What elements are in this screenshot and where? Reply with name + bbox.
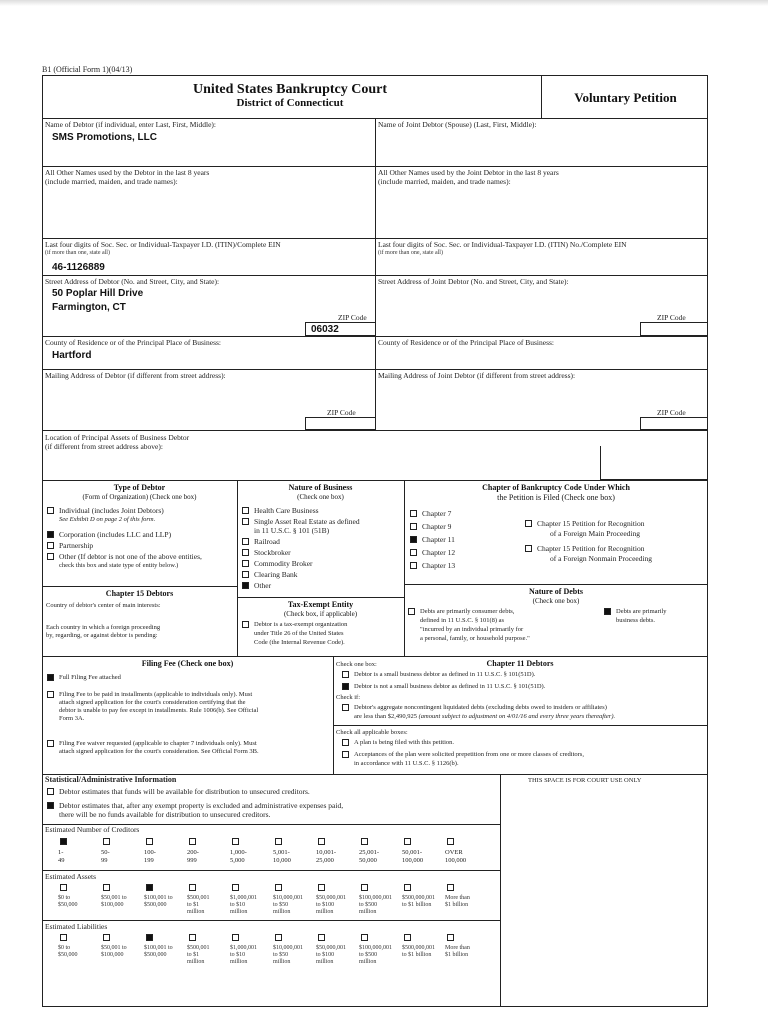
assets-range-b: to $50 [273, 902, 289, 908]
assets-range-b: to $500 [359, 902, 378, 908]
assets-range-a: $100,001 to [144, 895, 173, 901]
business-debts-l2: business debts. [616, 617, 655, 624]
consumer-debts-checkbox[interactable] [408, 608, 415, 615]
tax-exempt-line2: under Title 26 of the United States [254, 630, 344, 637]
liabilities-checkbox[interactable] [189, 934, 196, 941]
liabilities-range-a: $1,000,001 [230, 945, 257, 951]
liabilities-range-b: to $100 [316, 952, 335, 958]
creditors-range-a: OVER [445, 849, 463, 856]
type-debtor-checkbox[interactable] [47, 507, 54, 514]
assets-checkbox[interactable] [361, 884, 368, 891]
creditors-checkbox[interactable] [361, 838, 368, 845]
chapter-title: Chapter of Bankruptcy Code Under Which [482, 483, 630, 492]
petition-title: Voluntary Petition [574, 90, 677, 105]
assets-range-a: $0 to [58, 895, 71, 901]
creditors-range-b: 199 [144, 857, 154, 864]
assets-range-a: $10,000,001 [273, 895, 303, 901]
creditors-checkbox[interactable] [103, 838, 110, 845]
liabilities-range-a: $100,001 to [144, 945, 173, 951]
ch15-debtors-line1: Country of debtor's center of main interests: [46, 602, 161, 609]
assets-checkbox[interactable] [447, 884, 454, 891]
assets-range-b: $500,000 [144, 902, 167, 908]
joint-mailing-zip-box [640, 417, 708, 430]
joint-mailing-label: Mailing Address of Joint Debtor (if different from street address): [378, 371, 576, 380]
not-small-business-label: Debtor is not a small business debtor as defined in 11 U.S.C. § 101(51D). [354, 683, 546, 690]
nature-business-sub: (Check one box) [297, 493, 344, 501]
full-fee-label: Full Filing Fee attached [59, 674, 121, 681]
creditors-range-b: 100,000 [402, 857, 424, 864]
court-use-only: THIS SPACE IS FOR COURT USE ONLY [528, 777, 642, 784]
ch11-check-if: Check if: [336, 694, 361, 701]
plan-filed-label: A plan is being filed with this petition. [354, 739, 455, 746]
type-debtor-note: See Exhibit D on page 2 of this form. [59, 516, 156, 523]
small-business-checkbox[interactable] [342, 671, 349, 678]
liabilities-range-a: $500,000,001 [402, 945, 435, 951]
creditors-range-b: 5,000 [230, 857, 245, 864]
ch15-petition-label2: of a Foreign Main Proceeding [550, 529, 640, 538]
acceptances-l1: Acceptances of the plan were solicited prepetition from one or more classes of creditors, [354, 751, 584, 758]
ch15-debtors-title: Chapter 15 Debtors [105, 589, 174, 598]
consumer-debts-l1: Debts are primarily consumer debts, [420, 608, 515, 615]
nature-business-label: Single Asset Real Estate as defined [254, 517, 360, 526]
liabilities-range-a: $100,000,001 [359, 945, 392, 951]
liabilities-range-a: $0 to [58, 945, 71, 951]
ch15-debtors-line2: Each country in which a foreign proceeding [46, 624, 161, 631]
type-debtor-checkbox[interactable] [47, 531, 54, 538]
debtor-name: SMS Promotions, LLC [52, 132, 157, 143]
assets-checkbox[interactable] [60, 884, 67, 891]
creditors-range-b: 10,000 [273, 857, 291, 864]
nature-business-checkbox[interactable] [242, 560, 249, 567]
type-debtor-sub: (Form of Organization) (Check one box) [82, 493, 197, 501]
creditors-range-a: 50,001- [402, 849, 423, 856]
ch11-check-all: Check all applicable boxes: [336, 729, 408, 736]
location-label: Location of Principal Assets of Business Debtor [45, 433, 190, 442]
type-debtor-label: Corporation (includes LLC and LLP) [59, 530, 172, 539]
liabilities-range-b: to $500 [359, 952, 378, 958]
assets-range-c: million [316, 909, 334, 915]
nature-business-label: Stockbroker [254, 548, 291, 557]
debtor-address-line2: Farmington, CT [52, 302, 126, 313]
creditors-range-a: 50- [101, 849, 110, 856]
creditors-checkbox[interactable] [318, 838, 325, 845]
debtor-other-names-sub: (include married, maiden, and trade names): [45, 177, 178, 186]
nature-business-checkbox[interactable] [242, 518, 249, 525]
liabilities-range-a: More than [445, 945, 470, 951]
consumer-debts-l2: defined in 11 U.S.C. § 101(8) as [420, 617, 505, 624]
chapter-checkbox[interactable] [410, 510, 417, 517]
tax-exempt-line1: Debtor is a tax-exempt organization [254, 621, 348, 628]
nature-business-checkbox[interactable] [242, 582, 249, 589]
ch15-debtors-line3: by, regarding, or against debtor is pending: [46, 632, 158, 639]
chapter-checkbox[interactable] [410, 562, 417, 569]
liabilities-title: Estimated Liabilities [45, 922, 108, 931]
chapter-label: Chapter 11 [422, 535, 455, 544]
liabilities-range-b: $50,000 [58, 952, 78, 958]
acceptances-checkbox[interactable] [342, 751, 349, 758]
liabilities-checkbox[interactable] [318, 934, 325, 941]
ch15-petition-checkbox[interactable] [525, 545, 532, 552]
joint-ssn-sub: (if more than one, state all) [378, 250, 443, 256]
waiver-l2: attach signed application for the court's consideration. See Official Form 3B. [59, 748, 259, 755]
assets-checkbox[interactable] [318, 884, 325, 891]
nature-debts-sub: (Check one box) [532, 597, 580, 605]
creditors-range-a: 1,000- [230, 849, 247, 856]
assets-range-b: to $1 billion [402, 902, 432, 908]
liabilities-range-b: $100,000 [101, 952, 124, 958]
assets-range-a: $1,000,001 [230, 895, 257, 901]
chapter-label: Chapter 12 [422, 548, 456, 557]
joint-ssn-label: Last four digits of Soc. Sec. or Individual-Taxpayer I.D. (ITIN) No./Complete EIN [378, 240, 627, 249]
creditors-range-b: 100,000 [445, 857, 467, 864]
creditors-checkbox[interactable] [189, 838, 196, 845]
debtor-ssn-label: Last four digits of Soc. Sec. or Individual-Taxpayer I.D. (ITIN)/Complete EIN [45, 240, 281, 249]
chapter-label: Chapter 7 [422, 509, 452, 518]
debtor-ssn-sub: (if more than one, state all) [45, 250, 110, 256]
assets-range-b: $1 billion [445, 902, 469, 908]
liabilities-range-a: $10,000,001 [273, 945, 303, 951]
liabilities-range-b: $1 billion [445, 952, 469, 958]
assets-range-a: More than [445, 895, 470, 901]
joint-zip-label: ZIP Code [657, 313, 686, 322]
creditors-checkbox[interactable] [232, 838, 239, 845]
creditors-checkbox[interactable] [60, 838, 67, 845]
liabilities-range-b: to $50 [273, 952, 289, 958]
aggregate-debts-l2: are less than $2,490,925 (amount subject to adjustment on 4/01/16 and every three years thereafter). [354, 713, 616, 720]
chapter-label: Chapter 13 [422, 561, 456, 570]
assets-range-c: million [230, 909, 248, 915]
tax-exempt-checkbox[interactable] [242, 621, 249, 628]
joint-other-names-sub: (include married, maiden, and trade names): [378, 177, 511, 186]
assets-range-c: million [359, 909, 377, 915]
debtor-address-line1: 50 Poplar Hill Drive [52, 288, 144, 299]
liabilities-range-b: to $10 [230, 952, 246, 958]
aggregate-debts-l1: Debtor's aggregate noncontingent liquidated debts (excluding debts owed to insiders or affiliates) [354, 704, 607, 711]
location-zip-box [600, 446, 708, 480]
creditors-range-b: 99 [101, 857, 108, 864]
assets-range-a: $100,000,001 [359, 895, 392, 901]
liabilities-range-c: million [273, 959, 291, 965]
liabilities-range-c: million [187, 959, 205, 965]
installments-l4: Form 3A. [59, 715, 85, 722]
creditors-range-a: 5,001- [273, 849, 290, 856]
plan-filed-checkbox[interactable] [342, 739, 349, 746]
no-funds-l1: Debtor estimates that, after any exempt property is excluded and administrative expenses paid, [59, 801, 344, 810]
joint-other-names-label: All Other Names used by the Joint Debtor in the last 8 years [378, 168, 559, 177]
joint-mailing-zip-label: ZIP Code [657, 408, 686, 417]
ch15-petition-label2: of a Foreign Nonmain Proceeding [550, 554, 653, 563]
assets-checkbox[interactable] [275, 884, 282, 891]
installments-l2: attach signed application for the court's consideration certifying that the [59, 699, 246, 706]
nature-business-label: Other [254, 581, 272, 590]
liabilities-range-c: million [230, 959, 248, 965]
liabilities-range-b: $500,000 [144, 952, 167, 958]
assets-range-b: $50,000 [58, 902, 78, 908]
ch11-check-one: Check one box: [336, 661, 377, 668]
location-sub: (if different from street address above): [45, 442, 163, 451]
installments-l1: Filing Fee to be paid in installments (applicable to individuals only). Must [59, 691, 253, 698]
nature-business-label: Commodity Broker [254, 559, 313, 568]
liabilities-checkbox[interactable] [447, 934, 454, 941]
debtor-zip: 06032 [311, 324, 339, 335]
debtor-ein: 46-1126889 [52, 262, 105, 273]
waiver-l1: Filing Fee waiver requested (applicable to chapter 7 individuals only). Must [59, 740, 257, 747]
liabilities-checkbox[interactable] [361, 934, 368, 941]
acceptances-l2: in accordance with 11 U.S.C. § 1126(b). [354, 760, 459, 767]
tax-exempt-sub: (Check box, if applicable) [283, 610, 358, 618]
liabilities-checkbox[interactable] [232, 934, 239, 941]
creditors-range-a: 100- [144, 849, 156, 856]
chapter-title2: the Petition is Filed (Check one box) [497, 493, 615, 502]
liabilities-checkbox[interactable] [60, 934, 67, 941]
creditors-checkbox[interactable] [146, 838, 153, 845]
joint-address-label: Street Address of Joint Debtor (No. and Street, City, and State): [378, 277, 569, 286]
chapter-checkbox[interactable] [410, 536, 417, 543]
joint-zip-box [640, 322, 708, 336]
funds-available-label: Debtor estimates that funds will be available for distribution to unsecured creditors. [59, 787, 310, 796]
liabilities-range-a: $50,000,001 [316, 945, 346, 951]
type-debtor-label: Other (If debtor is not one of the above entities, [59, 552, 202, 561]
creditors-range-a: 200- [187, 849, 199, 856]
form-id: B1 (Official Form 1)(04/13) [42, 65, 133, 74]
liabilities-checkbox[interactable] [146, 934, 153, 941]
nature-business-label: in 11 U.S.C. § 101 (51B) [254, 526, 330, 535]
ch11-title: Chapter 11 Debtors [486, 659, 554, 668]
debtor-mailing-label: Mailing Address of Debtor (if different from street address): [45, 371, 226, 380]
ch15-petition-checkbox[interactable] [525, 520, 532, 527]
debtor-address-label: Street Address of Debtor (No. and Street, City, and State): [45, 277, 220, 286]
debtor-other-names-label: All Other Names used by the Debtor in the last 8 years [45, 168, 210, 177]
nature-business-checkbox[interactable] [242, 507, 249, 514]
court-name: United States Bankruptcy Court [192, 82, 388, 97]
creditors-checkbox[interactable] [447, 838, 454, 845]
installments-l3: debtor is unable to pay fee except in installments. Rule 1006(b). See Official [59, 707, 259, 714]
assets-range-a: $50,000,001 [316, 895, 346, 901]
assets-range-b: to $100 [316, 902, 335, 908]
liabilities-checkbox[interactable] [103, 934, 110, 941]
assets-checkbox[interactable] [232, 884, 239, 891]
full-fee-checkbox[interactable] [47, 674, 54, 681]
assets-title: Estimated Assets [45, 872, 97, 881]
waiver-checkbox[interactable] [47, 740, 54, 747]
nature-business-checkbox[interactable] [242, 571, 249, 578]
creditors-range-a: 25,001- [359, 849, 380, 856]
tax-exempt-line3: Code (the Internal Revenue Code). [254, 639, 345, 646]
business-debts-checkbox[interactable] [604, 608, 611, 615]
creditors-range-b: 49 [58, 857, 65, 864]
scan-edge [0, 0, 768, 6]
ch15-petition-label: Chapter 15 Petition for Recognition [537, 544, 645, 553]
consumer-debts-l3: "incurred by an individual primarily for [420, 626, 524, 633]
debtor-mailing-zip-box [305, 417, 376, 430]
assets-checkbox[interactable] [189, 884, 196, 891]
nature-business-label: Clearing Bank [254, 570, 298, 579]
creditors-checkbox[interactable] [275, 838, 282, 845]
no-funds-checkbox[interactable] [47, 802, 54, 809]
creditors-range-a: 1- [58, 849, 64, 856]
liabilities-range-b: to $1 billion [402, 952, 432, 958]
assets-range-a: $50,001 to [101, 895, 127, 901]
assets-range-b: to $1 [187, 902, 200, 908]
business-debts-l1: Debts are primarily [616, 608, 667, 615]
nature-debts-title: Nature of Debts [528, 587, 584, 596]
aggregate-debts-checkbox[interactable] [342, 704, 349, 711]
ch15-petition-label: Chapter 15 Petition for Recognition [537, 519, 645, 528]
no-funds-l2: there will be no funds available for distribution to unsecured creditors. [59, 810, 271, 819]
type-debtor-checkbox[interactable] [47, 542, 54, 549]
consumer-debts-l4: a personal, family, or household purpose." [420, 635, 530, 642]
creditors-range-b: 999 [187, 857, 197, 864]
nature-business-label: Health Care Business [254, 506, 319, 515]
not-small-business-checkbox[interactable] [342, 683, 349, 690]
creditors-range-a: 10,001- [316, 849, 337, 856]
chapter-checkbox[interactable] [410, 523, 417, 530]
creditors-checkbox[interactable] [404, 838, 411, 845]
assets-range-c: million [187, 909, 205, 915]
creditors-range-b: 25,000 [316, 857, 334, 864]
small-business-label: Debtor is a small business debtor as defined in 11 U.S.C. § 101(51D). [354, 671, 536, 678]
type-debtor-note: check this box and state type of entity below.) [59, 562, 179, 569]
tax-exempt-title: Tax-Exempt Entity [287, 600, 354, 609]
nature-business-title: Nature of Business [288, 483, 353, 492]
debtor-mailing-zip-label: ZIP Code [327, 408, 356, 417]
liabilities-checkbox[interactable] [404, 934, 411, 941]
debtor-county: Hartford [52, 350, 92, 361]
assets-range-b: $100,000 [101, 902, 124, 908]
filing-fee-title: Filing Fee (Check one box) [141, 659, 234, 668]
debtor-name-label: Name of Debtor (if individual, enter Last, First, Middle): [45, 120, 217, 129]
installments-checkbox[interactable] [47, 691, 54, 698]
liabilities-range-a: $50,001 to [101, 945, 127, 951]
debtor-zip-label: ZIP Code [338, 313, 367, 322]
liabilities-range-c: million [316, 959, 334, 965]
creditors-title: Estimated Number of Creditors [45, 825, 140, 834]
assets-range-b: to $10 [230, 902, 246, 908]
joint-county-label: County of Residence or of the Principal Place of Business: [378, 338, 555, 347]
liabilities-range-a: $500,001 [187, 945, 210, 951]
funds-available-checkbox[interactable] [47, 788, 54, 795]
liabilities-range-b: to $1 [187, 952, 200, 958]
stat-title: Statistical/Administrative Information [45, 775, 177, 784]
type-debtor-label: Partnership [59, 541, 94, 550]
assets-checkbox[interactable] [404, 884, 411, 891]
nature-business-checkbox[interactable] [242, 549, 249, 556]
debtor-county-label: County of Residence or of the Principal Place of Business: [45, 338, 222, 347]
nature-business-label: Railroad [254, 537, 280, 546]
nature-business-checkbox[interactable] [242, 538, 249, 545]
assets-checkbox[interactable] [103, 884, 110, 891]
court-district: District of Connecticut [236, 97, 344, 109]
joint-name-label: Name of Joint Debtor (Spouse) (Last, First, Middle): [378, 120, 537, 129]
chapter-checkbox[interactable] [410, 549, 417, 556]
assets-range-a: $500,001 [187, 895, 210, 901]
type-debtor-label: Individual (includes Joint Debtors) [59, 506, 164, 515]
creditors-range-b: 50,000 [359, 857, 377, 864]
liabilities-range-c: million [359, 959, 377, 965]
chapter-label: Chapter 9 [422, 522, 452, 531]
assets-checkbox[interactable] [146, 884, 153, 891]
type-debtor-title: Type of Debtor [113, 483, 166, 492]
assets-range-a: $500,000,001 [402, 895, 435, 901]
type-debtor-checkbox[interactable] [47, 553, 54, 560]
liabilities-checkbox[interactable] [275, 934, 282, 941]
assets-range-c: million [273, 909, 291, 915]
